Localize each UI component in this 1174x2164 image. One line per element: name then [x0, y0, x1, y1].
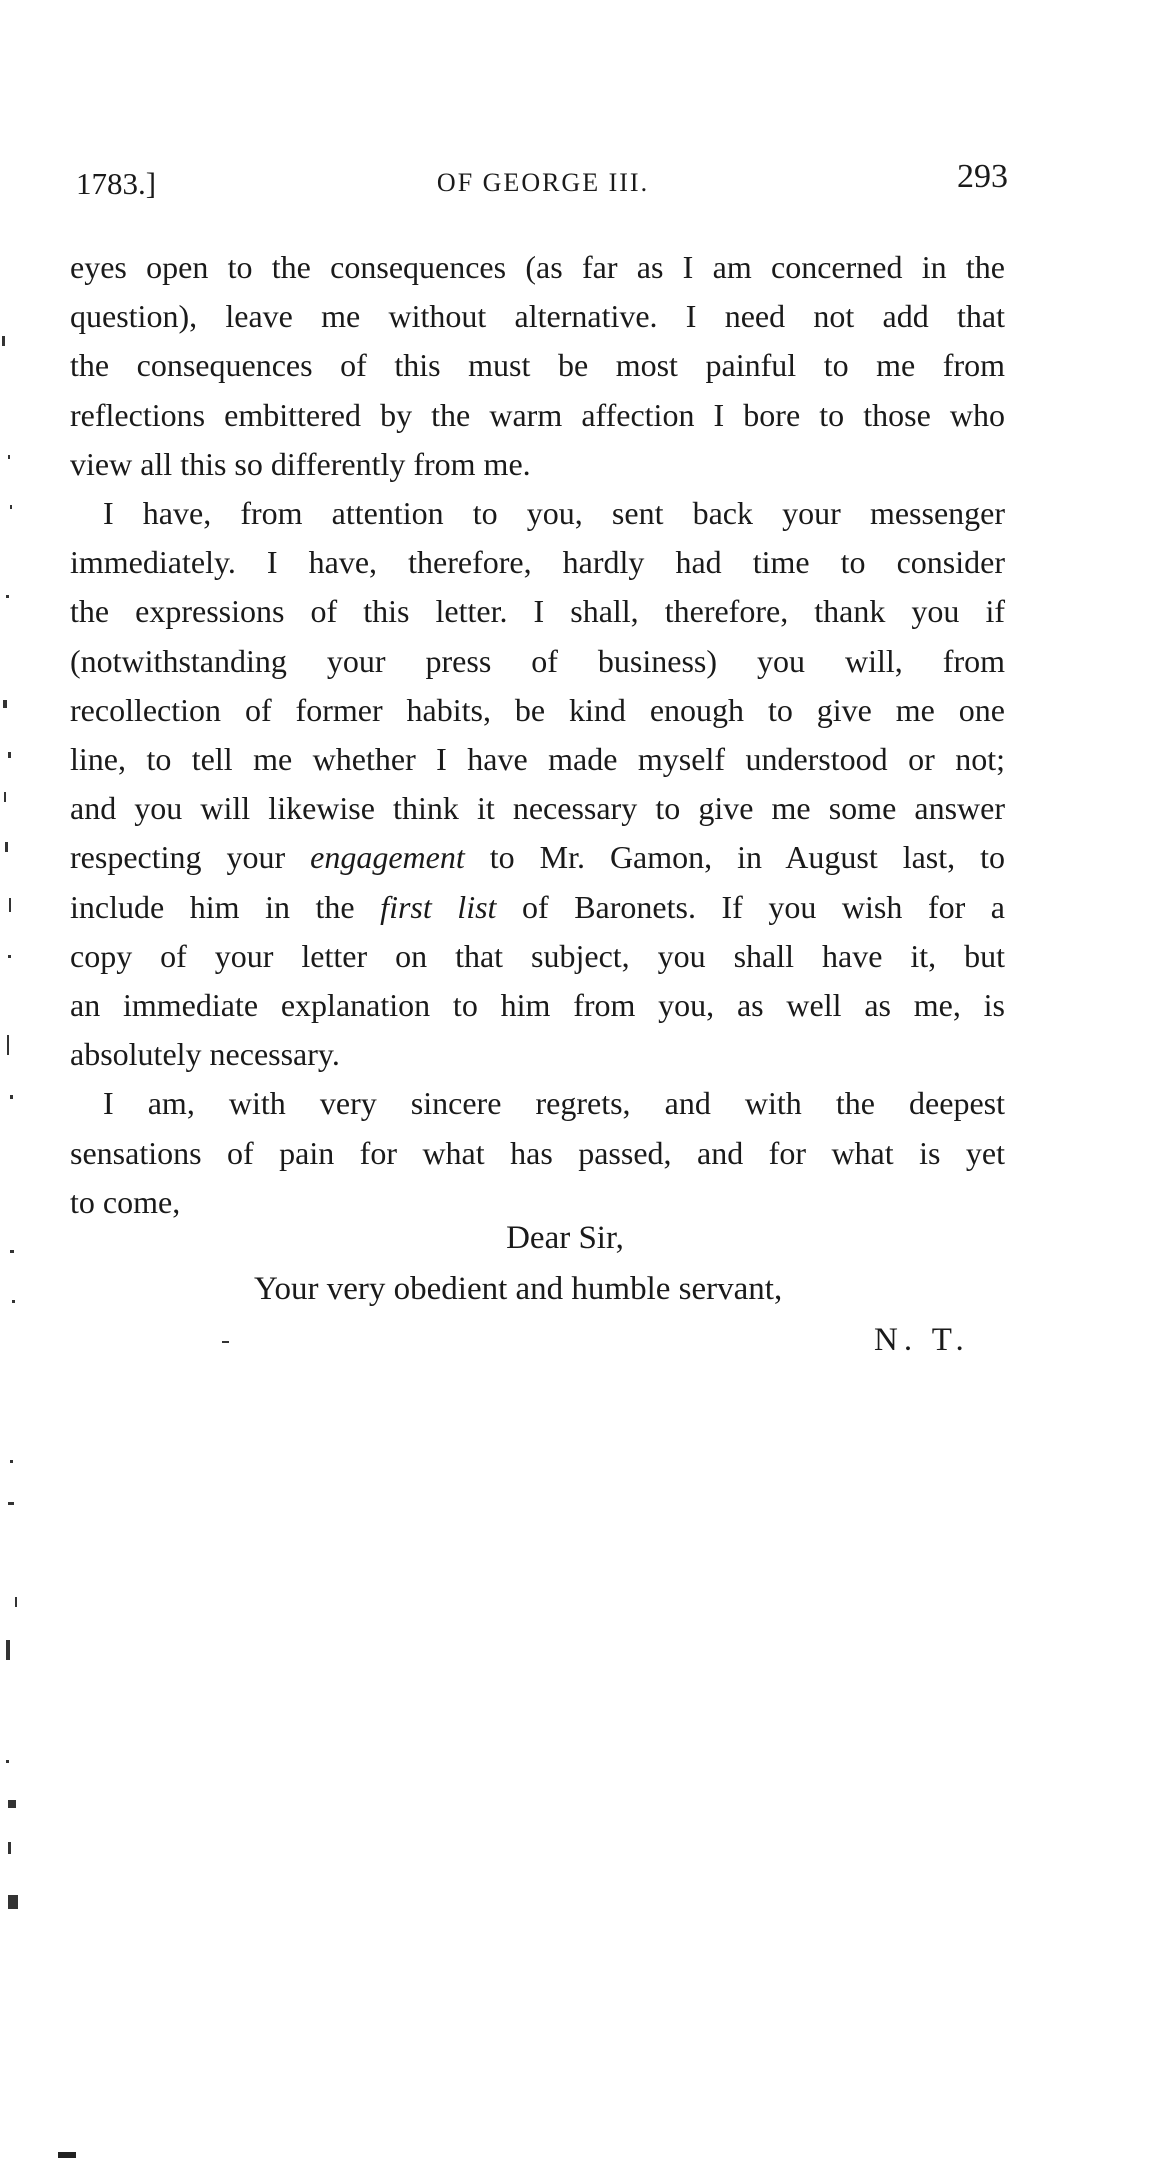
- scan-speck: [6, 595, 9, 598]
- text-line: the consequences of this must be most painful to me from: [70, 347, 1005, 384]
- text-line: immediately. I have, therefore, hardly had time to consider: [70, 544, 1005, 581]
- header-title: OF GEORGE III.: [436, 168, 650, 197]
- text-line: and you will likewise think it necessary to give me some answer: [70, 790, 1005, 827]
- scan-speck: [222, 1341, 229, 1343]
- scan-speck: [3, 700, 7, 708]
- text-line: an immediate explanation to him from you, as well as me, is: [70, 987, 1005, 1024]
- scan-speck: [8, 1800, 16, 1808]
- closing-salutation: Dear Sir,: [506, 1220, 624, 1256]
- text-line: I have, from attention to you, sent back your messenger: [103, 495, 1005, 532]
- scan-speck: [10, 1460, 13, 1463]
- text-line: sensations of pain for what has passed, and for what is yet: [70, 1134, 1005, 1171]
- scan-speck: [10, 505, 12, 509]
- scan-speck: [8, 1895, 18, 1909]
- scan-speck: [8, 955, 11, 958]
- text-line: absolutely necessary.: [70, 1036, 340, 1073]
- text-run: include him in the: [70, 888, 381, 925]
- page-number: 293: [957, 158, 1008, 195]
- scan-speck: [8, 1842, 11, 1854]
- text-line: [70, 883, 1005, 932]
- scan-speck: [10, 1250, 14, 1253]
- header-year: 1783.]: [76, 166, 157, 201]
- scan-speck: [7, 1035, 9, 1055]
- text-run: of Baronets. If you wish for a: [496, 888, 1006, 925]
- scan-speck: [6, 1640, 10, 1660]
- scan-speck: [8, 1502, 14, 1505]
- text-line: to come,: [70, 1183, 181, 1220]
- text-line: [70, 833, 1005, 882]
- scan-speck: [5, 842, 8, 852]
- scan-speck: [8, 455, 10, 459]
- scan-speck: [8, 752, 11, 758]
- text-line: (notwithstanding your press of business) you will, from: [70, 642, 1005, 679]
- running-header: [76, 158, 1010, 218]
- scan-speck: [9, 898, 11, 912]
- text-run: respecting your: [70, 839, 311, 876]
- scan-speck: [12, 1300, 15, 1303]
- text-line: line, to tell me whether I have made myself understood or not;: [70, 741, 1005, 778]
- text-line: I am, with very sincere regrets, and with the deepest: [103, 1085, 1005, 1122]
- scan-artifacts: [0, 0, 60, 2164]
- text-run: to Mr. Gamon, in August last, to: [464, 839, 1006, 876]
- letter-body: [70, 243, 1005, 1227]
- italic-term: engagement: [310, 839, 465, 876]
- scan-speck: [4, 792, 6, 802]
- scan-speck: [58, 2152, 76, 2158]
- scan-speck: [2, 336, 5, 346]
- text-line: eyes open to the consequences (as far as I am concerned in the: [70, 249, 1005, 285]
- text-line: the expressions of this letter. I shall, therefore, thank you if: [70, 593, 1005, 630]
- text-line: question), leave me without alternative. I need not add that: [70, 298, 1005, 335]
- text-line: view all this so differently from me.: [70, 445, 531, 482]
- scan-speck: [6, 1760, 9, 1763]
- text-line: reflections embittered by the warm affection I bore to those who: [70, 396, 1005, 433]
- text-line: recollection of former habits, be kind enough to give me one: [70, 691, 1005, 728]
- scan-speck: [15, 1597, 17, 1607]
- scan-speck: [10, 1095, 13, 1099]
- signature: N. T.: [874, 1322, 970, 1358]
- complimentary-close: Your very obedient and humble servant,: [254, 1271, 783, 1307]
- text-line: copy of your letter on that subject, you shall have it, but: [70, 937, 1005, 974]
- italic-term: first list: [380, 888, 497, 925]
